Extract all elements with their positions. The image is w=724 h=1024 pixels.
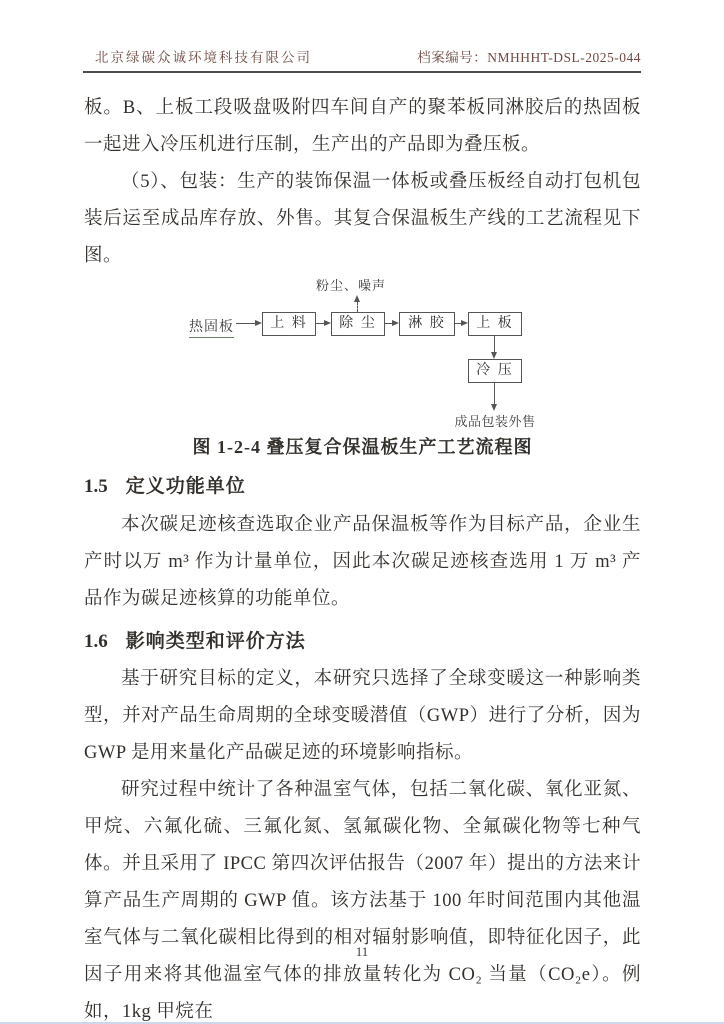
flow-line: [494, 336, 495, 352]
paragraph-packaging: （5）、包装：生产的装饰保温一体板或叠压板经自动打包机包装后运至成品库存放、外售。其复合保温板生产线的工艺流程见下图。: [84, 172, 641, 266]
section-heading-1-6: [84, 628, 641, 656]
emission-label: 粉尘、噪声: [316, 278, 387, 293]
content-column: [84, 0, 641, 1024]
section-number: 1.6: [84, 631, 108, 652]
section-title: 定义功能单位: [125, 476, 246, 497]
figure-caption: 图 1-2-4 叠压复合保温板生产工艺流程图: [192, 437, 533, 457]
process-box-loading: 上 料: [262, 312, 316, 336]
arrow-down-icon: [491, 404, 497, 411]
paragraph-functional-unit: 本次碳足迹核查选取企业产品保温板等作为目标产品，企业生产时以万 m³ 作为计量单位，因此本次碳足迹核查选用 1 万 m³ 产品作为碳足迹核算的功能单位。: [84, 515, 641, 609]
process-box-boarding: 上 板: [468, 312, 522, 336]
output-label: 成品包装外售: [454, 414, 536, 429]
section-heading-1-5: [84, 473, 641, 501]
paragraph-continuation: 板。B、上板工段吸盘吸附四车间自产的聚苯板同淋胶后的热固板一起进入冷压机进行压制，生产出的产品即为叠压板。: [84, 98, 641, 155]
page-number: 11: [355, 944, 369, 959]
dashed-line: [357, 302, 358, 312]
flow-line: [236, 323, 255, 324]
process-box-cold-press: 冷 压: [468, 359, 522, 383]
process-box-gluing: 淋 胶: [399, 312, 455, 336]
arrow-right-icon: [255, 320, 262, 326]
flow-line: [494, 383, 495, 404]
arrow-right-icon: [324, 320, 331, 326]
input-material-label: 热固板: [189, 316, 234, 338]
paragraph-impact-type: 基于研究目标的定义，本研究只选择了全球变暖这一种影响类型，并对产品生命周期的全球变暖潜值（GWP）进行了分析，因为 GWP 是用来量化产品碳足迹的环境影响指标。: [84, 669, 641, 763]
section-title: 影响类型和评价方法: [125, 631, 306, 652]
arrow-right-icon: [392, 320, 399, 326]
section-number: 1.5: [84, 476, 108, 497]
arrow-down-icon: [491, 352, 497, 359]
process-box-dedusting: 除 尘: [331, 312, 385, 336]
doc-number-label: 档案编号：: [417, 50, 488, 65]
arrow-up-icon: [354, 295, 360, 302]
arrow-right-icon: [461, 320, 468, 326]
process-flowchart: [84, 275, 641, 429]
paragraph-greenhouse-gases: 研究过程中统计了各种温室气体，包括二氧化碳、氧化亚氮、甲烷、六氟化硫、三氟化氮、氢氟碳化物、全氟碳化物等七种气体。并且采用了 IPCC 第四次评估报告（2007 年）提出的方法来计算产品生产周期的 GWP 值。该方法基于 100 年时间范围内其他温室气体与二氧化碳相比得到的相对辐射影响值，即特征化因子，此因子用来将其他温室气体的排放量转化为 CO₂ 当量（CO₂e）。例如，1kg 甲烷在: [84, 780, 641, 1022]
company-name: 北京绿碳众诚环境科技有限公司: [95, 50, 312, 65]
doc-number-value: NMHHHT-DSL-2025-044: [487, 50, 641, 65]
